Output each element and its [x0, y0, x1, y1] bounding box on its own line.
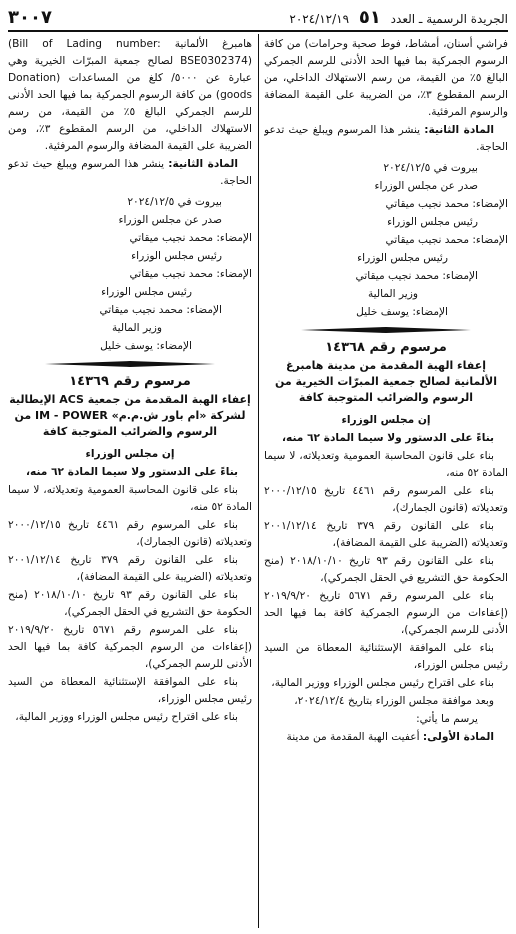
signature: الإمضاء: يوسف خليل — [100, 340, 192, 352]
decree-subject: إعفاء الهبة المقدمة من جمعية ACS الإيطالية لشركة «ام باور ش.م.م» IM - POWER من الرسوم والضرائب المتوجبة كافة — [9, 393, 251, 438]
legal-basis: بناء على الموافقة الإستثنائية المعطاة من السيد رئيس مجلس الوزراء، — [8, 676, 252, 705]
legal-basis: بناء على الموافقة الإستثنائية المعطاة من السيد رئيس مجلس الوزراء، — [264, 642, 508, 671]
constitution-line: بناءً على الدستور ولا سيما المادة ٦٢ منه، — [282, 432, 494, 444]
legal-basis: بناء على اقتراح رئيس مجلس الوزراء ووزير المالية، — [15, 711, 238, 723]
publication-name: الجريدة الرسمية ـ العدد — [390, 11, 508, 26]
section-divider — [8, 361, 252, 367]
legal-basis: بناء على القانون رقم ٣٧٩ تاريخ ٢٠٠١/١٢/١٤ وتعديلاته (الضريبة على القيمة المضافة)، — [8, 554, 252, 583]
pm-title: رئيس مجلس الوزراء — [357, 252, 448, 264]
signature: الإمضاء: محمد نجيب ميقاتي — [385, 198, 508, 210]
issued-by: صدر عن مجلس الوزراء — [374, 180, 478, 192]
right-column — [264, 36, 508, 928]
article-one — [264, 729, 508, 746]
issue-number: ٥١ — [358, 6, 381, 28]
article-label: المادة الثانية: — [168, 158, 238, 170]
place-date: بيروت في ٢٠٢٤/١٢/٥ — [127, 196, 222, 208]
article-text: ينشر هذا المرسوم ويبلغ حيث تدعو الحاجة. — [8, 158, 252, 187]
finance-minister-title: وزير المالية — [111, 322, 162, 334]
pm-title: رئيس مجلس الوزراء — [101, 286, 192, 298]
article-label: المادة الثانية: — [424, 124, 494, 136]
decrees-line: يرسم ما يأتي: — [416, 713, 478, 725]
legal-basis: بناء على المرسوم رقم ٥٦٧١ تاريخ ٢٠١٩/٩/٢٠ (إعفاءات من الرسوم الجمركية كافة بما فيها الحد الأدنى للرسم الجمركي)، — [264, 590, 508, 636]
legal-basis: بناء على القانون رقم ٩٣ تاريخ ٢٠١٨/١٠/١٠ (منح الحكومة حق التشريع في الحقل الجمركي)، — [264, 555, 508, 584]
legal-basis: بناء على قانون المحاسبة العمومية وتعديلاته، لا سيما المادة ٥٢ منه، — [8, 484, 252, 513]
constitution-line: بناءً على الدستور ولا سيما المادة ٦٢ منه، — [26, 466, 238, 478]
header-rule — [8, 30, 508, 32]
article-label: المادة الأولى: — [422, 731, 494, 743]
signature: الإمضاء: يوسف خليل — [356, 306, 448, 318]
issued-by: صدر عن مجلس الوزراء — [118, 214, 222, 226]
authority-line: إن مجلس الوزراء — [341, 414, 431, 426]
legal-basis: بناء على قانون المحاسبة العمومية وتعديلاته، لا سيما المادة ٥٢ منه، — [264, 450, 508, 479]
finance-minister-title: وزير المالية — [367, 288, 418, 300]
decree-title: مرسوم رقم ١٤٣٦٩ — [69, 374, 191, 389]
pm-title: رئيس مجلس الوزراء — [387, 216, 478, 228]
continuation-start: هامبرغ الألمانية — [174, 38, 252, 50]
article-text: ينشر هذا المرسوم ويبلغ حيث تدعو الحاجة. — [264, 124, 508, 153]
authority-line: إن مجلس الوزراء — [85, 448, 175, 460]
continuation-text — [8, 36, 252, 155]
continuation-rest: لصالح جمعية المبرّات الخيرية وهي عبارة عن ٥٠٠٠/ كلغ من المساعدات (Donation goods) من كافة الرسوم الجمركية بما فيها الحد الأدنى للرسم الجمركي البالغ ٥٪ من القيمة، من رسم الاستهلاك الداخلي، من الرسم المقطوع ٣٪، ومن الضريبة على القيمة المضافة والرسوم المرفئية. — [8, 55, 252, 152]
signature: الإمضاء: محمد نجيب ميقاتي — [129, 232, 252, 244]
legal-basis: وبعد موافقة مجلس الوزراء بتاريخ ٢٠٢٤/١٢/٤، — [294, 695, 494, 707]
legal-basis: بناء على المرسوم رقم ٤٤٦١ تاريخ ٢٠٠٠/١٢/١٥ وتعديلاته (قانون الجمارك)، — [8, 519, 252, 548]
legal-basis: بناء على القانون رقم ٩٣ تاريخ ٢٠١٨/١٠/١٠ (منح الحكومة حق التشريع في الحقل الجمركي)، — [8, 589, 252, 618]
column-divider — [258, 34, 259, 928]
place-date: بيروت في ٢٠٢٤/١٢/٥ — [383, 162, 478, 174]
article-two — [264, 122, 508, 156]
legal-basis: بناء على المرسوم رقم ٥٦٧١ تاريخ ٢٠١٩/٩/٢٠ (إعفاءات من الرسوم الجمركية كافة بما فيها الحد الأدنى للرسم الجمركي)، — [8, 624, 252, 670]
legal-basis: بناء على القانون رقم ٣٧٩ تاريخ ٢٠٠١/١٢/١٤ وتعديلاته (الضريبة على القيمة المضافة)، — [264, 520, 508, 549]
issue-date: ٢٠٢٤/١٢/١٩ — [289, 11, 350, 26]
section-divider — [264, 327, 508, 333]
decree-subject: إعفاء الهبة المقدمة من مدينة هامبرغ الألمانية لصالح جمعية المبرّات الخيرية من الرسوم والضرائب المتوجبة كافة — [275, 359, 497, 404]
article-two — [8, 156, 252, 190]
page-header — [8, 6, 508, 28]
legal-basis: بناء على اقتراح رئيس مجلس الوزراء ووزير المالية، — [271, 677, 494, 689]
continuation-text: فراشي أسنان، أمشاط، فوط صحية وحرامات) من كافة الرسوم الجمركية بما فيها الحد الأدنى للرسم الجمركي البالغ ٥٪ من القيمة، من رسم الاستهلاك الداخلي، من الرسم المقطوع ٣٪، من الضريبة على القيمة المضافة والرسوم المرفئية. — [264, 38, 508, 118]
article-text: أعفيت الهبة المقدمة من مدينة — [286, 731, 420, 743]
page-number: ٣٠٠٧ — [8, 6, 52, 28]
signature: الإمضاء: محمد نجيب ميقاتي — [355, 270, 478, 282]
left-column — [8, 36, 252, 928]
signature: الإمضاء: محمد نجيب ميقاتي — [99, 304, 222, 316]
legal-basis: بناء على المرسوم رقم ٤٤٦١ تاريخ ٢٠٠٠/١٢/١٥ وتعديلاته (قانون الجمارك)، — [264, 485, 508, 514]
decree-title: مرسوم رقم ١٤٣٦٨ — [325, 340, 447, 355]
bill-of-lading: (Bill of Lading number: BSE0302374) — [8, 38, 252, 67]
pm-title: رئيس مجلس الوزراء — [131, 250, 222, 262]
signature: الإمضاء: محمد نجيب ميقاتي — [385, 234, 508, 246]
publication-title — [289, 7, 508, 28]
signature: الإمضاء: محمد نجيب ميقاتي — [129, 268, 252, 280]
